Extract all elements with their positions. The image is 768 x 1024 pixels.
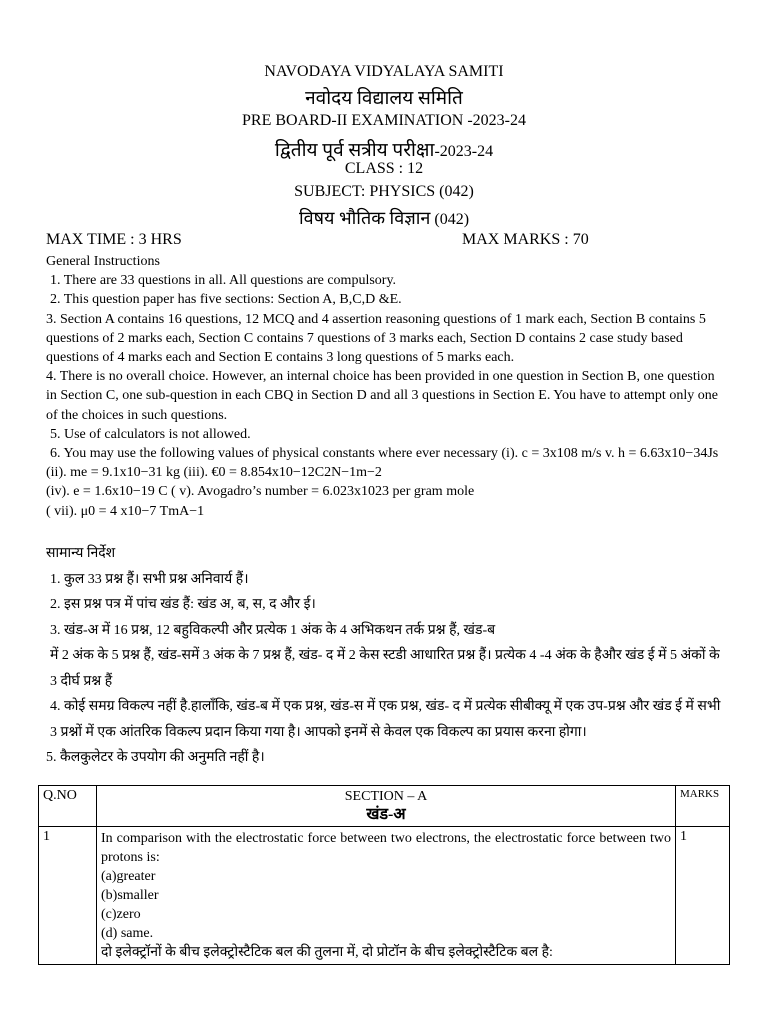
instruction-item-hi: 4. कोई समग्र विकल्प नहीं है.हालाँकि, खंड-ब में एक प्रश्न, खंड-स में एक प्रश्न, खंड- द में प्रत्येक सीबीक्यू में एक उप-प्रश्न और खंड ई में सभी 3 प्रश्नों में एक आंतरिक विकल्प प्रदान किया गया है। आपको इनमें से केवल एक विकल्प का प्रयास करना होगा। xyxy=(50,699,721,740)
section-title-hi: खंड-अ xyxy=(366,806,406,823)
question-text: In comparison with the electrostatic force between two electrons, the electrostatic force between two protons is: xyxy=(101,831,671,865)
section-header xyxy=(97,786,676,827)
question-marks: 1 xyxy=(676,827,730,965)
max-marks: MAX MARKS : 70 xyxy=(462,231,589,248)
instruction-item-hi: 3. खंड-अ में 16 प्रश्न, 12 बहुविकल्पी और प्रत्येक 1 अंक के 4 अभिकथन तर्क प्रश्न हैं, खंड-ब xyxy=(50,622,496,638)
instruction-item: 4. There is no overall choice. However, an internal choice has been provided in one question in Section B, one question in Section C, one sub-question in each CBQ in Section D and all 3 questions in Section E. You have to attempt only one of the choices in such questions. xyxy=(46,369,718,423)
question-text-hi: दो इलेक्ट्रॉनों के बीच इलेक्ट्रोस्टैटिक बल की तुलना में, दो प्रोटॉन के बीच इलेक्ट्रोस्टैटिक बल है: xyxy=(101,945,553,960)
instruction-item-hi: 1. कुल 33 प्रश्न हैं। सभी प्रश्न अनिवार्य हैं। xyxy=(50,571,249,587)
instruction-item: ( vii). μ0 = 4 x10−7 TmA−1 xyxy=(46,503,205,519)
question-body xyxy=(97,827,676,965)
instruction-item: 5. Use of calculators is not allowed. xyxy=(50,426,251,442)
instructions-heading-hi: सामान्य निर्देश xyxy=(46,546,116,561)
table-header-row xyxy=(39,786,730,827)
instruction-item: 3. Section A contains 16 questions, 12 MCQ and 4 assertion reasoning questions of 1 mark each, Section B contains 5 questions of 2 marks each, Section C contains 7 questions of 3 marks each, Section D contains 2 case study based questions of 4 marks each and Section E contains 3 long questions of 5 marks each. xyxy=(46,311,706,366)
option-b: (b)smaller xyxy=(101,888,159,903)
general-instructions-hi xyxy=(46,541,726,771)
exam-title-hi-year: -2023-24 xyxy=(434,143,494,160)
exam-title-hi-text: द्वितीय पूर्व सत्रीय परीक्षा xyxy=(274,140,435,161)
subject-hi xyxy=(0,206,768,230)
subject-hi-code: (042) xyxy=(430,211,470,228)
instruction-item: (iv). e = 1.6x10−19 C ( v). Avogadro’s number = 6.023x1023 per gram mole xyxy=(46,484,475,500)
org-name-en: NAVODAYA VIDYALAYA SAMITI xyxy=(264,63,504,80)
instruction-item-hi: में 2 अंक के 5 प्रश्न हैं, खंड-समें 3 अंक के 7 प्रश्न हैं, खंड- द में 2 केस स्टडी आधारित प्रश्न हैं। प्रत्येक 4 -4 अंक के हैऔर खंड ई में 5 अंकों के 3 दीर्घ प्रश्न हैं xyxy=(50,648,720,689)
exam-title-hi xyxy=(0,136,768,162)
option-c: (c)zero xyxy=(101,907,141,922)
exam-title-en: PRE BOARD-II EXAMINATION -2023-24 xyxy=(242,112,526,129)
section-title-en: SECTION – A xyxy=(344,789,428,804)
question-number: 1 xyxy=(39,827,97,965)
instructions-heading-en: General Instructions xyxy=(46,254,160,269)
max-time: MAX TIME : 3 HRS xyxy=(46,231,182,248)
general-instructions-en xyxy=(46,252,726,521)
option-a: (a)greater xyxy=(101,869,156,884)
instruction-item-hi: 5. कैलकुलेटर के उपयोग की अनुमति नहीं है। xyxy=(46,750,265,765)
subject-hi-text: विषय भौतिक विज्ञान xyxy=(298,208,431,228)
instruction-item: 6. You may use the following values of physical constants where ever necessary (i). c = 3x108 m/s v. h = 6.63x10−34Js xyxy=(50,446,719,462)
question-table xyxy=(38,785,730,965)
org-name-hi: नवोदय विद्यालय समिति xyxy=(305,88,463,109)
qno-header: Q.NO xyxy=(39,786,97,827)
instruction-item: (ii). me = 9.1x10−31 kg (iii). €0 = 8.854x10−12C2N−1m−2 xyxy=(46,465,382,481)
table-row xyxy=(39,827,730,965)
instruction-item-hi: 2. इस प्रश्न पत्र में पांच खंड हैं: खंड अ, ब, स, द और ई। xyxy=(50,597,316,612)
class-label: CLASS : 12 xyxy=(344,160,424,177)
instruction-item: 1. There are 33 questions in all. All questions are compulsory. xyxy=(50,273,397,289)
marks-header: MARKS xyxy=(676,786,730,827)
subject-en: SUBJECT: PHYSICS (042) xyxy=(294,183,474,200)
instruction-item: 2. This question paper has five sections: Section A, B,C,D &E. xyxy=(50,292,402,308)
option-d: (d) same. xyxy=(101,926,154,941)
